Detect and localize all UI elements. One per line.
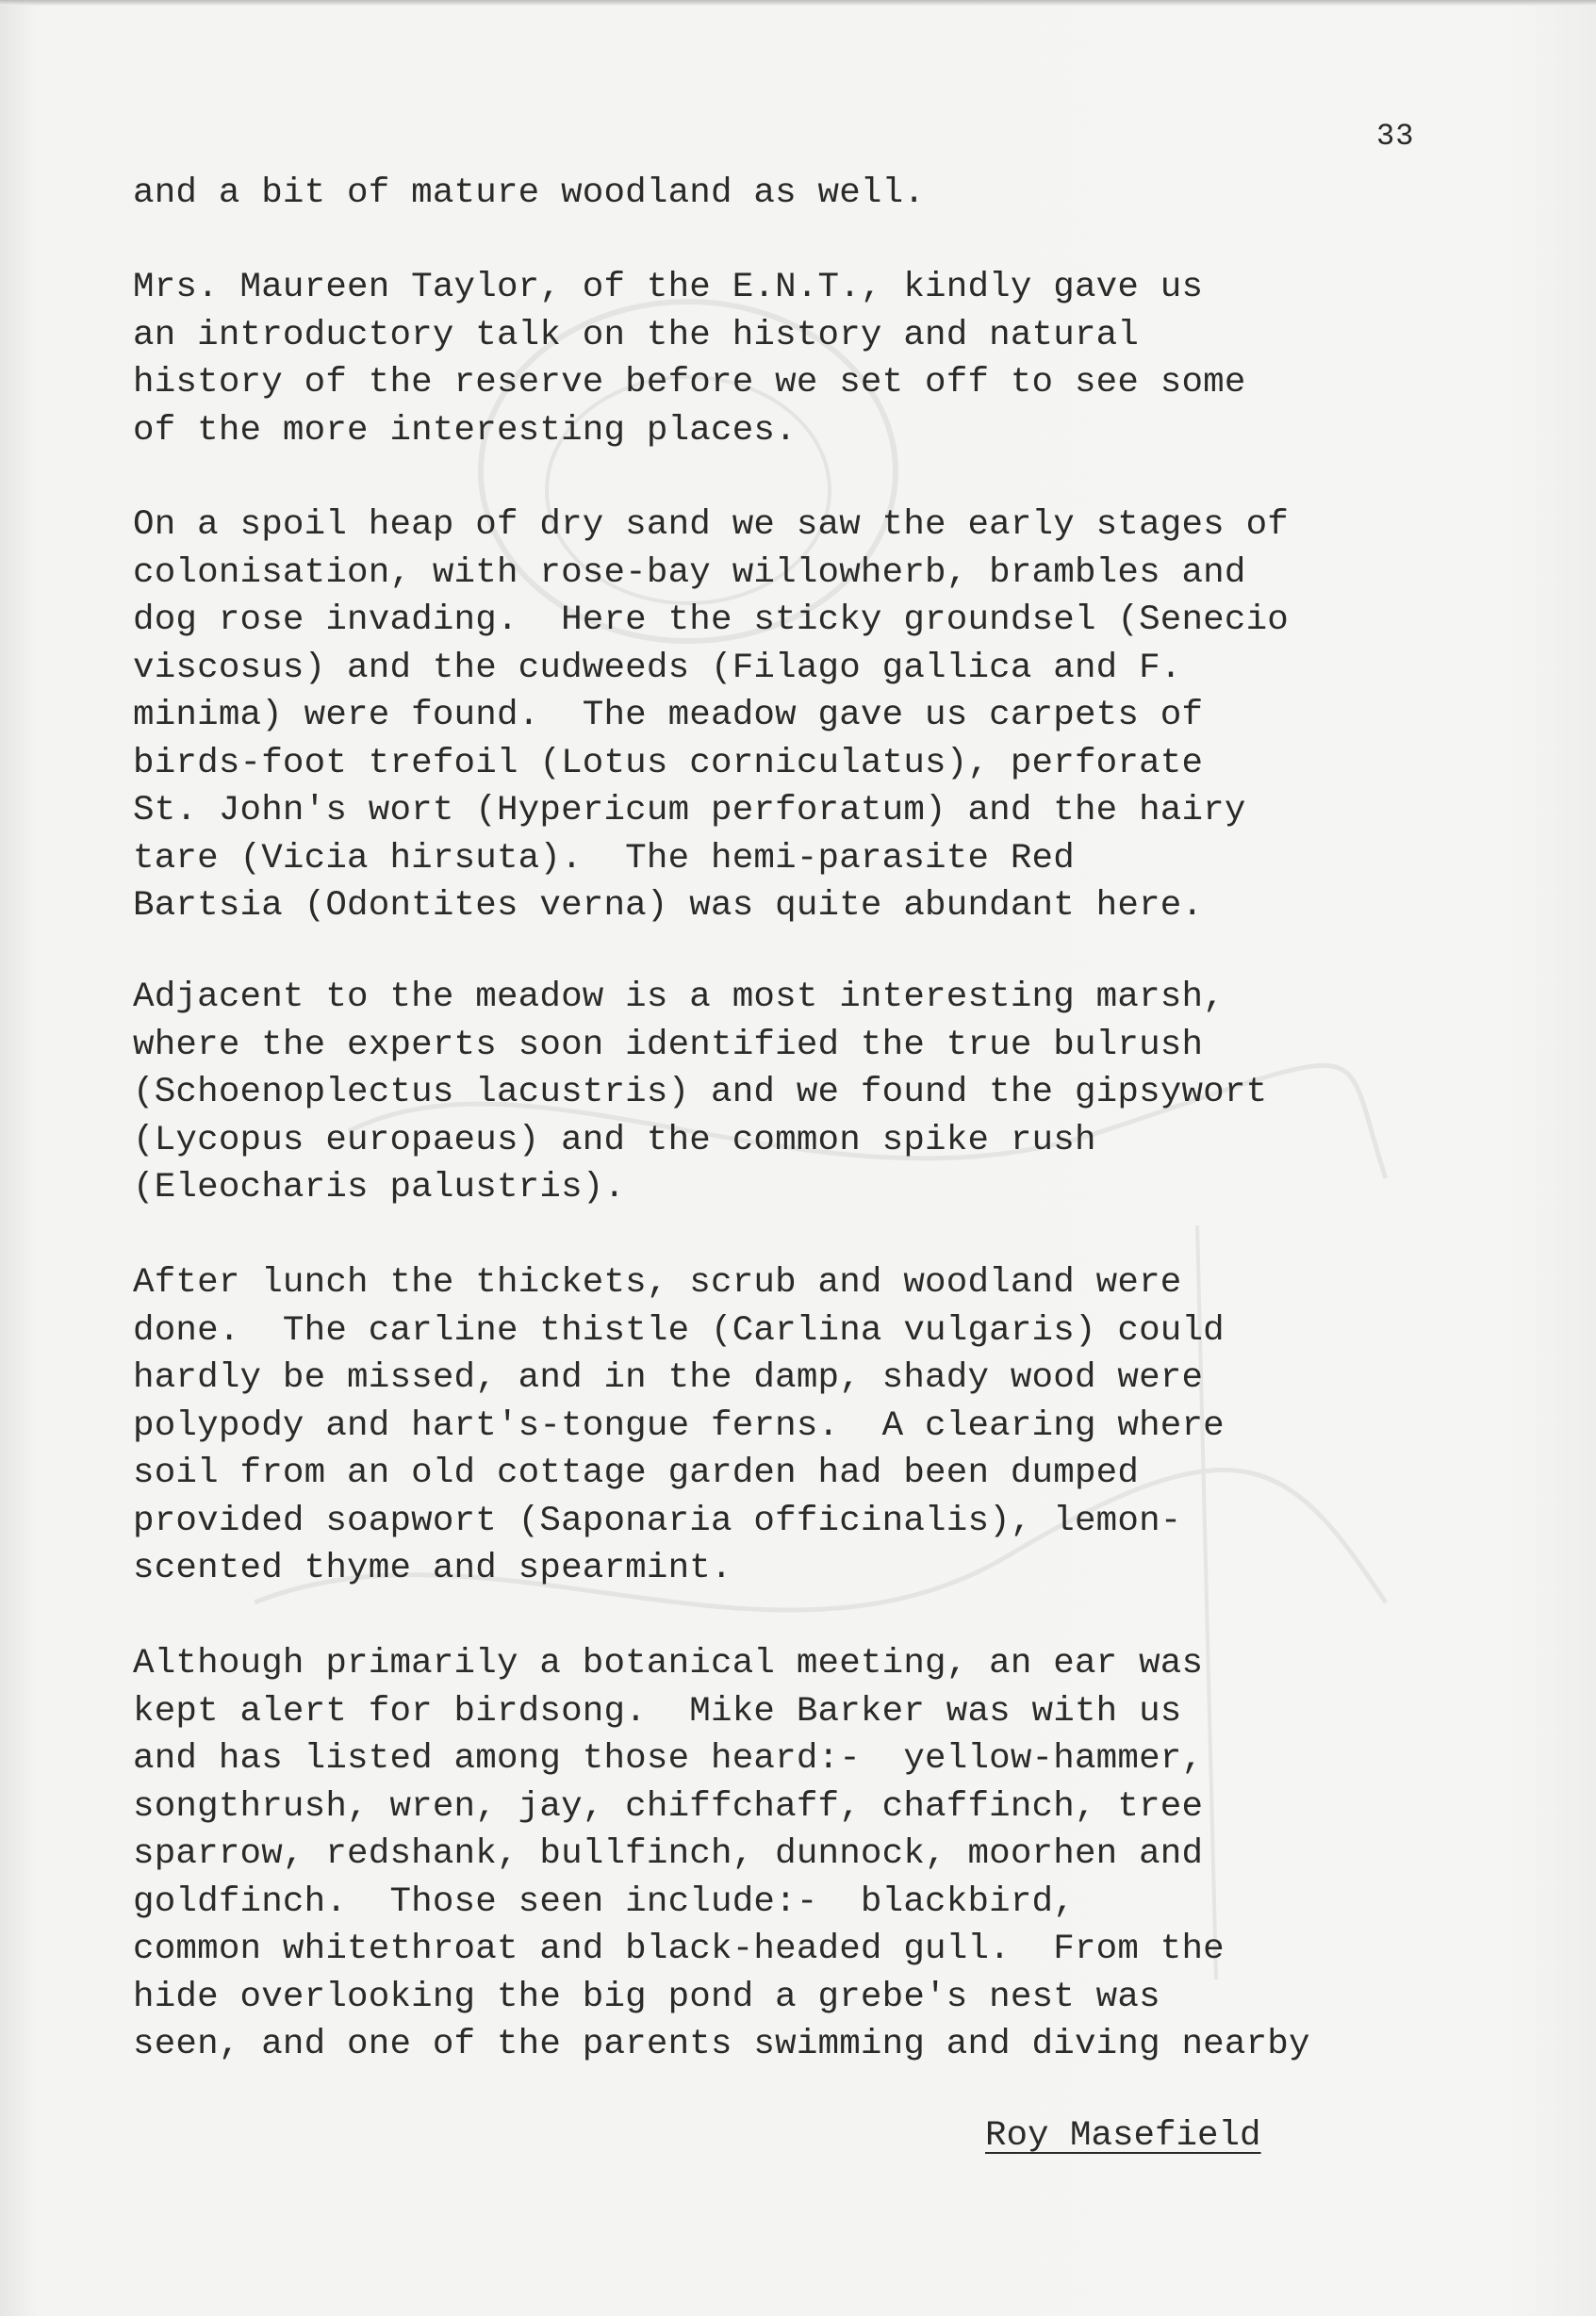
paragraph-6: Although primarily a botanical meeting, an ear was kept alert for birdsong. Mike Barker was with us and has listed among those heard:- yellow-hammer, songthrush, wren, jay, chiffchaff, chaffinch, tree sparrow, redshank, bullfinch, dunnock, moorhen and goldfinch. Those seen include:- blackbird, common whitethroat and black-headed gull. From the hide overlooking the big pond a grebe's nest was seen, and one of the parents swimming and diving nearby xyxy=(133,1644,1310,2064)
paragraph-2: Mrs. Maureen Taylor, of the E.N.T., kindly gave us an introductory talk on the history and natural history of the reserve before we set off to see some of the more interesting places. xyxy=(133,268,1246,451)
author-signature: Roy Masefield xyxy=(985,2116,1261,2156)
paragraph-1: and a bit of mature woodland as well. xyxy=(133,173,926,213)
paragraph-3: On a spoil heap of dry sand we saw the early stages of colonisation, with rose-bay willowherb, brambles and dog rose invading. Here the sticky groundsel (Senecio viscosus) and the cudweeds (Filago gallica and F. minima) were found. The meadow gave us carpets of birds-foot trefoil (Lotus corniculatus), perforate St. John's wort (Hypericum perforatum) and the hairy tare (Vicia hirsuta). The hemi-parasite Red Bartsia (Odontites verna) was quite abundant here. xyxy=(133,505,1289,926)
paragraph-4: Adjacent to the meadow is a most interesting marsh, where the experts soon identified the true bulrush (Schoenoplectus lacustris) and we found the gipsywort (Lycopus europaeus) and the common spike rush (Eleocharis palustris). xyxy=(133,977,1268,1207)
page-number: 33 xyxy=(1376,119,1415,154)
paragraph-5: After lunch the thickets, scrub and woodland were done. The carline thistle (Carlina vulgaris) could hardly be missed, and in the damp, shady wood were polypody and hart's-tongue ferns. A clearing where soil from an old cottage garden had been dumped provided soapwort (Saponaria officinalis), lemon- scented thyme and spearmint. xyxy=(133,1263,1225,1588)
page-top-edge xyxy=(0,0,1596,6)
